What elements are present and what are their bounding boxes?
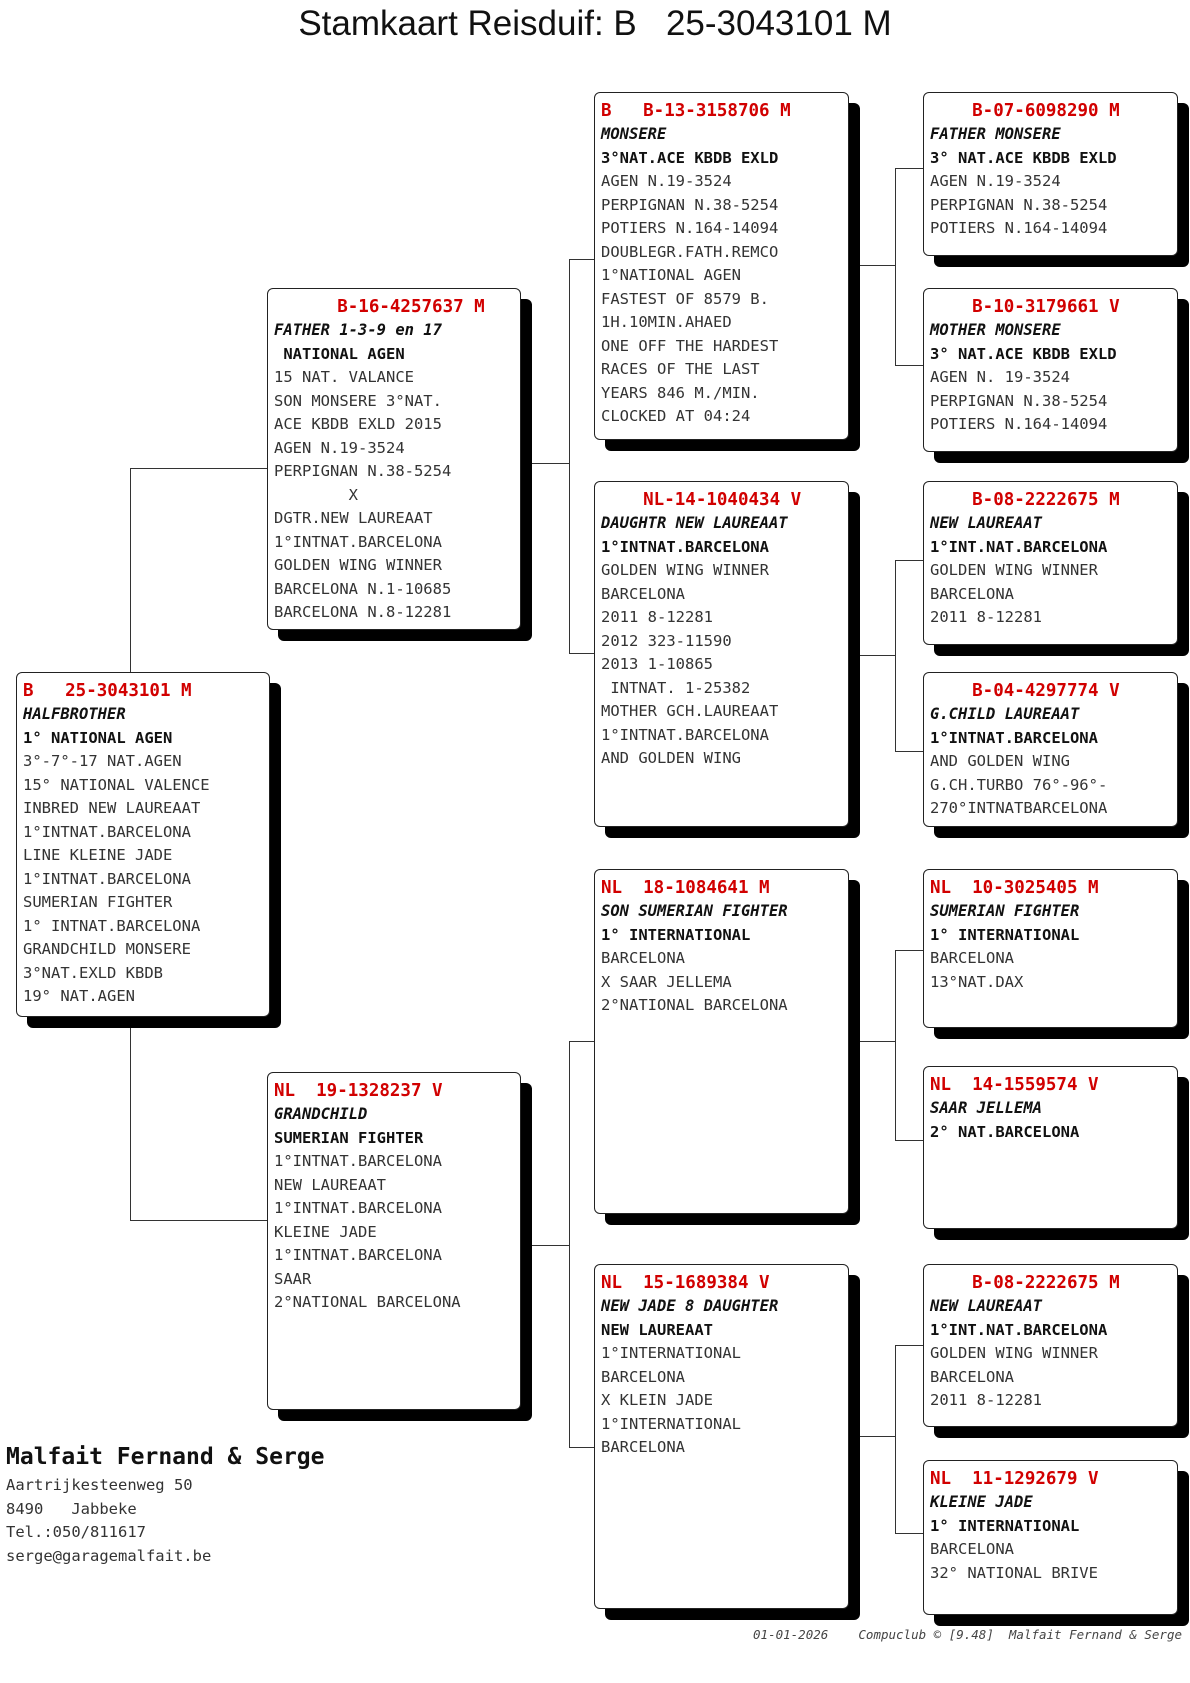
card-line: 2011 8-12281 [930,1391,1042,1409]
card-line: DGTR.NEW LAUREAAT [274,509,433,527]
connector-line [895,1533,923,1534]
card-line: GOLDEN WING WINNER [930,1344,1098,1362]
card-line: POTIERS N.164-14094 [930,219,1108,237]
card-line: 13°NAT.DAX [930,972,1024,991]
connector-line [895,751,923,752]
pigeon-card-sire-sire [594,92,849,440]
card-line: G.CH.TURBO 76°-96°- [930,775,1108,794]
card-line: 1° INTERNATIONAL [930,1516,1080,1535]
ring-number: NL 18-1084641 M [601,878,770,898]
card-line: AND GOLDEN WING [601,749,741,767]
card-lines [930,123,1177,241]
card-line: FASTEST OF 8579 B. [601,289,769,308]
card-line: X [274,485,358,504]
ring-number: B-07-6098290 M [930,101,1120,121]
card-line: G.CHILD LAUREAAT [930,705,1080,723]
card-line: SAAR [274,1269,312,1288]
connector-line [130,1220,267,1221]
card-line: ACE KBDB EXLD 2015 [274,415,442,433]
card-line: BARCELONA [601,1367,685,1386]
card-line: 2° NAT.BARCELONA [930,1122,1080,1141]
card-line: GOLDEN WING WINNER [274,556,442,574]
card-line: LINE KLEINE JADE [23,846,173,864]
card-line: AND GOLDEN WING [930,752,1070,770]
card-line: 1°INTNAT.BARCELONA [601,537,769,556]
card-line: ONE OFF THE HARDEST [601,336,779,355]
card-line: YEARS 846 M./MIN. [601,383,760,402]
card-line: 1°INTNAT.BARCELONA [274,1246,442,1264]
connector-line [530,463,570,464]
card-line: NEW LAUREAAT [601,1320,713,1339]
card-line: BARCELONA [930,584,1014,603]
card-line: BARCELONA [930,949,1014,967]
card-line: 1°INTNAT.BARCELONA [274,1199,442,1217]
card-line: BARCELONA [930,1367,1014,1386]
pigeon-card-sd-dam [923,672,1178,827]
connector-line [895,1140,923,1141]
ring-number: NL 19-1328237 V [274,1081,443,1101]
card-line: BARCELONA [601,1438,685,1456]
card-line: GRANDCHILD [274,1105,368,1123]
card-line: CLOCKED AT 04:24 [601,407,751,425]
ring-number: NL-14-1040434 V [601,490,802,510]
ring-number: NL 15-1689384 V [601,1273,770,1293]
connector-line [858,1041,896,1042]
card-line: 19° NAT.AGEN [23,987,135,1005]
connector-line [569,259,594,260]
pigeon-card-sire [267,288,521,630]
card-line: NEW LAUREAAT [274,1175,386,1194]
connector-line [569,1041,594,1042]
card-line: KLEINE JADE [930,1493,1033,1511]
card-line: RACES OF THE LAST [601,360,760,378]
connector-line [895,168,896,365]
card-line: INBRED NEW LAUREAAT [23,799,201,817]
card-line: 1° NATIONAL AGEN [23,728,173,747]
card-line: 15 NAT. VALANCE [274,368,414,386]
ring-number: B-16-4257637 M [274,297,485,317]
card-line: PERPIGNAN N.38-5254 [930,391,1108,410]
card-line: 1°INTNAT.BARCELONA [930,728,1098,747]
card-line: SON MONSERE 3°NAT. [274,391,442,410]
ring-number: B-10-3179661 V [930,297,1120,317]
card-line: PERPIGNAN N.38-5254 [601,195,779,214]
connector-line [569,1447,594,1448]
pigeon-card-subject [16,672,270,1017]
card-line: 2012 323-11590 [601,631,732,650]
connector-line [895,1345,923,1346]
card-line: 1°INTERNATIONAL [601,1344,741,1362]
card-lines [930,512,1177,630]
owner-phone: Tel.:050/811617 [6,1523,146,1541]
card-line: 1°INTNAT.BARCELONA [601,725,769,744]
card-lines [23,703,269,1009]
card-line: GOLDEN WING WINNER [601,561,769,579]
card-line: AGEN N. 19-3524 [930,368,1070,386]
page-title: Stamkaart Reisduif: B 25-3043101 M [298,4,892,43]
card-lines [930,1097,1177,1144]
card-line: SUMERIAN FIGHTER [23,893,173,911]
card-line: NEW LAUREAAT [930,514,1042,532]
ring-number: NL 14-1559574 V [930,1075,1099,1095]
card-line: 2°NATIONAL BARCELONA [601,996,788,1014]
footer-text: 01-01-2026 Compuclub © [9.48] Malfait Fernand & Serge [753,1627,1182,1642]
card-line: POTIERS N.164-14094 [930,415,1108,433]
connector-line [530,1245,570,1246]
card-line: MOTHER GCH.LAUREAAT [601,702,779,720]
connector-line [858,265,896,266]
ring-number: B-04-4297774 V [930,681,1120,701]
card-line: 1°INTNAT.BARCELONA [23,869,191,888]
card-line: 3° NAT.ACE KBDB EXLD [930,148,1117,167]
card-line: NEW JADE 8 DAUGHTER [601,1297,779,1315]
card-line: BARCELONA N.8-12281 [274,603,452,621]
card-line: 1°INT.NAT.BARCELONA [930,537,1108,556]
card-line: 1°INT.NAT.BARCELONA [930,1320,1108,1339]
pigeon-card-dam-sire [594,869,849,1214]
pigeon-card-dd-dam [923,1460,1178,1615]
card-line: MONSERE [601,125,667,143]
card-line: 1° INTERNATIONAL [601,925,751,944]
card-line: 270°INTNATBARCELONA [930,799,1108,817]
card-line: GRANDCHILD MONSERE [23,940,191,958]
connector-line [858,1436,896,1437]
owner-block [6,1440,325,1568]
card-line: 1H.10MIN.AHAED [601,313,732,331]
card-line: 1° INTNAT.BARCELONA [23,916,201,935]
card-line: 3°NAT.ACE KBDB EXLD [601,148,779,167]
card-line: 2°NATIONAL BARCELONA [274,1293,461,1311]
ring-number: B 25-3043101 M [23,681,192,701]
card-lines [930,1491,1177,1585]
ring-number: B B-13-3158706 M [601,101,791,121]
card-lines [601,123,848,429]
card-line: AGEN N.19-3524 [601,172,732,190]
card-lines [930,319,1177,437]
card-line: 15° NATIONAL VALENCE [23,775,210,794]
card-line: X KLEIN JADE [601,1391,713,1409]
card-lines [601,512,848,771]
ring-number: B-08-2222675 M [930,1273,1120,1293]
card-line: 1°INTNAT.BARCELONA [274,1152,442,1170]
card-line: BARCELONA [601,949,685,967]
connector-line [895,950,923,951]
card-line: INTNAT. 1-25382 [601,678,751,697]
card-line: SUMERIAN FIGHTER [274,1128,424,1147]
card-lines [601,900,848,1018]
card-line: BARCELONA N.1-10685 [274,579,452,598]
card-line: 2011 8-12281 [930,608,1042,626]
connector-line [895,950,896,1140]
card-line: NATIONAL AGEN [274,344,405,363]
card-line: SON SUMERIAN FIGHTER [601,902,788,920]
card-line: AGEN N.19-3524 [930,172,1061,190]
card-lines [930,703,1177,821]
pigeon-card-sd-sire [923,481,1178,645]
card-line: NEW LAUREAAT [930,1297,1042,1315]
card-line: 1°NATIONAL AGEN [601,266,741,284]
card-line: DAUGHTR NEW LAUREAAT [601,514,788,532]
ring-number: NL 11-1292679 V [930,1469,1099,1489]
card-line: 3°-7°-17 NAT.AGEN [23,752,182,770]
card-line: 32° NATIONAL BRIVE [930,1563,1098,1582]
card-line: FATHER 1-3-9 en 17 [274,321,442,339]
card-line: 2011 8-12281 [601,608,713,626]
card-line: 3°NAT.EXLD KBDB [23,963,163,982]
card-line: SAAR JELLEMA [930,1099,1042,1117]
card-line: 1°INTNAT.BARCELONA [274,532,442,551]
ring-number: B-08-2222675 M [930,490,1120,510]
card-lines [930,900,1177,994]
connector-line [569,259,570,653]
card-lines [274,319,520,625]
card-lines [601,1295,848,1460]
card-line: BARCELONA [930,1540,1014,1558]
card-line: X SAAR JELLEMA [601,972,732,991]
connector-line [895,560,923,561]
card-line: DOUBLEGR.FATH.REMCO [601,242,779,261]
card-line: 1°INTNAT.BARCELONA [23,822,191,841]
connector-line [569,653,594,654]
owner-name: Malfait Fernand & Serge [6,1444,325,1470]
pigeon-card-ss-dam [923,288,1178,452]
connector-line [895,365,923,366]
card-line: POTIERS N.164-14094 [601,219,779,237]
connector-line [895,560,896,751]
card-line: FATHER MONSERE [930,125,1061,143]
card-line: PERPIGNAN N.38-5254 [274,462,452,480]
owner-email: serge@garagemalfait.be [6,1546,212,1565]
pigeon-card-dd-sire [923,1264,1178,1427]
card-line: BARCELONA [601,584,685,603]
card-line: 1°INTERNATIONAL [601,1414,741,1433]
connector-line [858,655,896,656]
card-line: PERPIGNAN N.38-5254 [930,195,1108,214]
connector-line [895,1345,896,1533]
card-line: 2013 1-10865 [601,655,713,673]
card-line: 3° NAT.ACE KBDB EXLD [930,344,1117,363]
owner-address: Aartrijkesteenweg 50 [6,1476,193,1494]
card-lines [930,1295,1177,1413]
card-line: GOLDEN WING WINNER [930,561,1098,579]
pigeon-card-sire-dam [594,481,849,827]
pigeon-card-ds-dam [923,1066,1178,1229]
card-line: MOTHER MONSERE [930,321,1061,339]
connector-line [895,168,923,169]
card-line: HALFBROTHER [23,705,126,723]
pigeon-card-ds-sire [923,869,1178,1028]
card-line: KLEINE JADE [274,1222,377,1241]
ring-number: NL 10-3025405 M [930,878,1099,898]
connector-line [130,468,267,469]
pigeon-card-dam-dam [594,1264,849,1609]
card-line: 1° INTERNATIONAL [930,925,1080,944]
owner-city: 8490 Jabbeke [6,1499,137,1518]
pigeon-card-dam [267,1072,521,1410]
pigeon-card-ss-sire [923,92,1178,256]
card-lines [274,1103,520,1315]
connector-line [569,1041,570,1447]
card-line: SUMERIAN FIGHTER [930,902,1080,920]
card-line: AGEN N.19-3524 [274,438,405,457]
